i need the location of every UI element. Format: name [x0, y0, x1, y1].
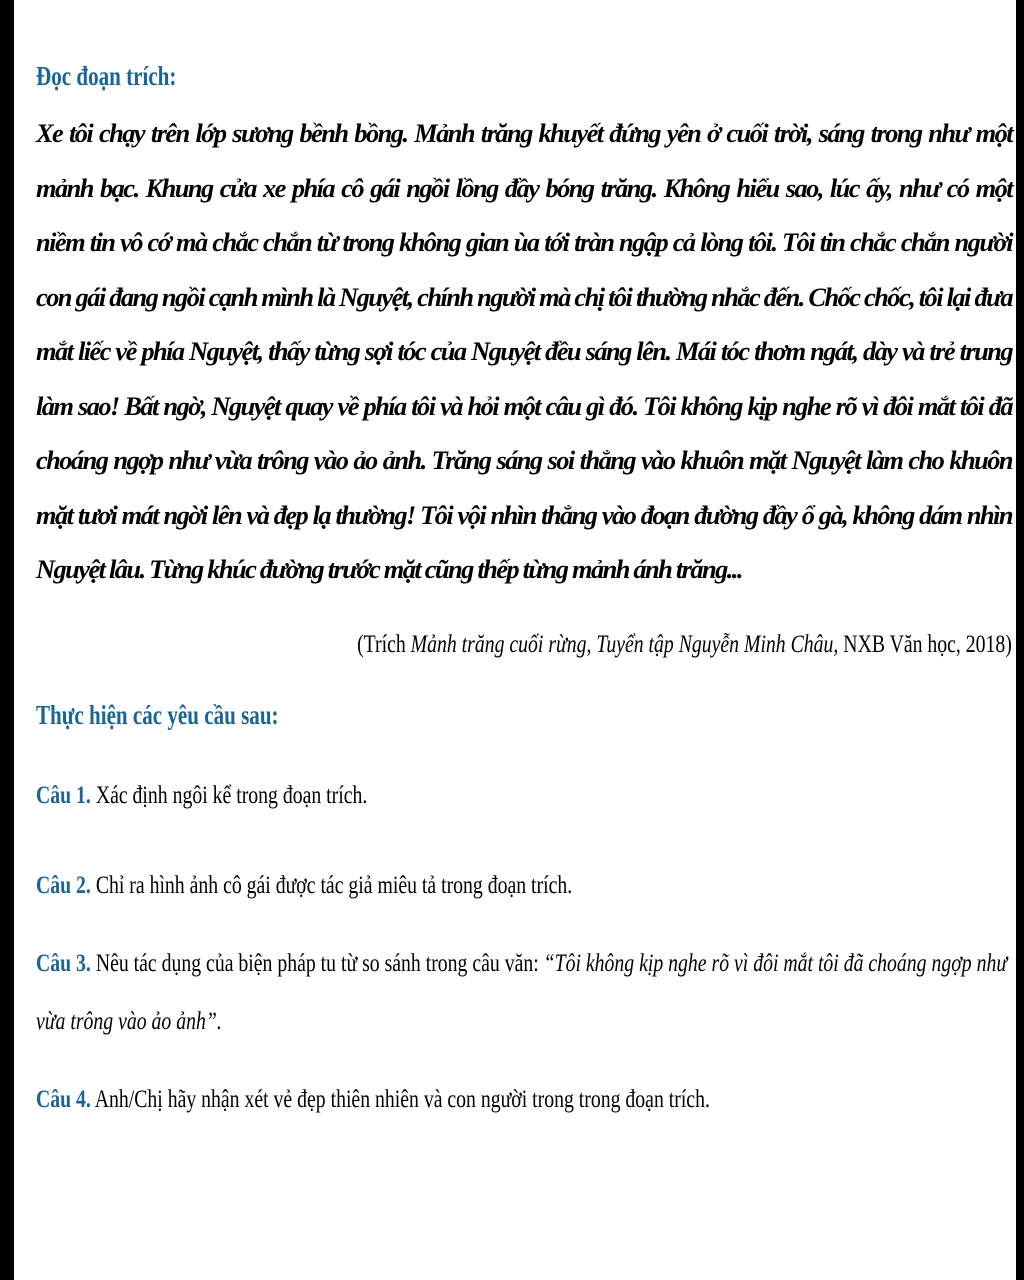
question-2 — [36, 857, 1012, 915]
excerpt-passage: Xe tôi chạy trên lớp sương bềnh bồng. Mảnh trăng khuyết đứng yên ở cuối trời, sáng trong như một mảnh bạc. Khung cửa xe phía cô gái ngồi lồng đầy bóng trăng. Không hiểu sao, lúc ấy, như có một niềm tin vô cớ mà chắc chắn từ trong không gian ùa tới tràn ngập cả lòng tôi. Tôi tin chắc chắn người con gái đang ngồi cạnh mình là Nguyệt, chính người mà chị tôi thường nhắc đến. Chốc chốc, tôi lại đưa mắt liếc về phía Nguyệt, thấy từng sợi tóc của Nguyệt đều sáng lên. Mái tóc thơm ngát, dày và trẻ trung làm sao! Bất ngờ, Nguyệt quay về phía tôi và hỏi một câu gì đó. Tôi không kịp nghe rõ vì đôi mắt tôi đã choáng ngợp như vừa trông vào ảo ảnh. Trăng sáng soi thẳng vào khuôn mặt Nguyệt làm cho khuôn mặt tươi mát ngời lên và đẹp lạ thường! Tôi vội nhìn thẳng vào đoạn đường đầy ổ gà, không dám nhìn Nguyệt lâu. Từng khúc đường trước mặt cũng thếp từng mảnh ánh trăng... — [36, 118, 1012, 584]
question-label: Câu 2. — [36, 871, 91, 899]
question-label: Câu 1. — [36, 781, 91, 809]
question-1 — [36, 767, 1012, 825]
source-book: Mảnh trăng cuối rừng, Tuyển tập Nguyễn Minh Châu, — [410, 630, 839, 658]
question-4 — [36, 1071, 1012, 1129]
source-citation — [357, 625, 1012, 665]
question-4-line — [36, 1071, 710, 1129]
question-3-line — [36, 935, 1012, 1051]
question-1-line — [36, 767, 367, 825]
tasks-heading: Thực hiện các yêu cầu sau: — [36, 699, 279, 730]
excerpt-heading: Đọc đoạn trích: — [36, 61, 177, 91]
document-content — [36, 56, 1012, 1129]
source-suffix: NXB Văn học, 2018) — [838, 630, 1012, 658]
question-text: Nêu tác dụng của biện pháp tu từ so sánh trong câu văn: — [90, 949, 544, 977]
question-text: Anh/Chị hãy nhận xét vẻ đẹp thiên nhiên và con người trong trong đoạn trích. — [90, 1085, 710, 1113]
question-label: Câu 4. — [36, 1085, 91, 1113]
document-page — [14, 0, 1016, 1280]
excerpt-source — [36, 625, 1012, 665]
question-quote: “Tôi không kịp nghe rõ vì đôi mắt tôi đã choáng ngợp như vừa trông vào ảo ảnh”. — [36, 949, 1008, 1035]
question-label: Câu 3. — [36, 949, 91, 977]
source-prefix: (Trích — [357, 630, 411, 658]
question-3 — [36, 935, 1012, 1051]
question-text: Chỉ ra hình ảnh cô gái được tác giả miêu tả trong đoạn trích. — [90, 871, 573, 899]
question-text: Xác định ngôi kể trong đoạn trích. — [90, 781, 368, 809]
question-2-line — [36, 857, 572, 915]
